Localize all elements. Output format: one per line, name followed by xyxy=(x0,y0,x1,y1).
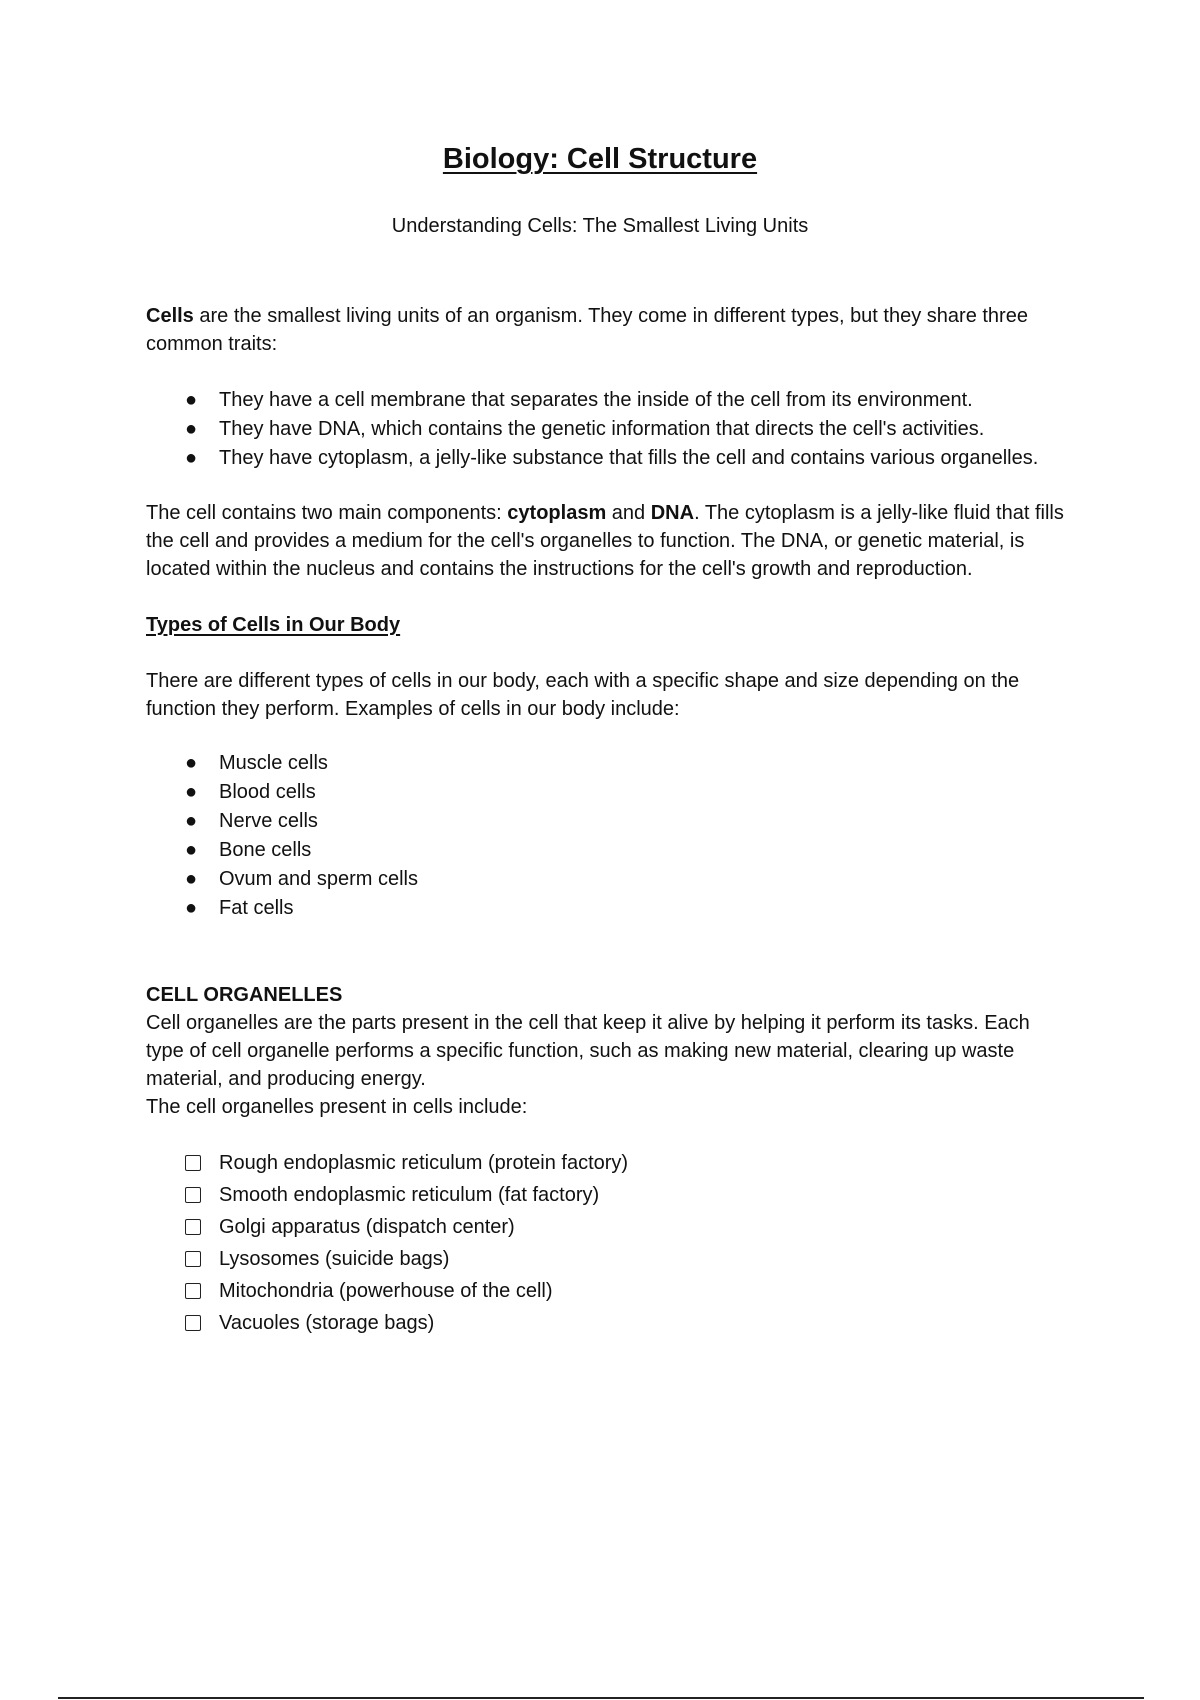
intro-paragraph xyxy=(146,302,1066,358)
list-item-text: They have cytoplasm, a jelly-like substance that fills the cell and contains various organelles. xyxy=(219,447,1039,469)
checklist-item-label: Vacuoles (storage bags) xyxy=(219,1312,435,1334)
list-item xyxy=(184,749,1066,778)
bullet-icon: ● xyxy=(184,868,198,890)
list-item-text: Blood cells xyxy=(219,781,316,803)
checkbox[interactable] xyxy=(185,1155,201,1171)
components-text-3: . The cytoplasm is a jelly-like fluid that fills the cell and provides a medium for the cell's organelles to function. The DNA, or genetic material, is located within the nucleus and contains the instructions for the cell's growth and reproduction. xyxy=(146,502,1064,580)
checkbox[interactable] xyxy=(185,1187,201,1203)
document-body xyxy=(146,302,1066,1339)
list-item-text: They have DNA, which contains the genetic information that directs the cell's activities. xyxy=(219,418,985,440)
organelles-checklist xyxy=(185,1147,1066,1339)
list-item-text: They have a cell membrane that separates the inside of the cell from its environment. xyxy=(219,389,973,411)
list-item xyxy=(184,836,1066,865)
checklist-item xyxy=(185,1243,1066,1275)
checkbox[interactable] xyxy=(185,1283,201,1299)
list-item xyxy=(184,807,1066,836)
checklist-item xyxy=(185,1211,1066,1243)
bullet-icon: ● xyxy=(184,810,198,832)
organelles-heading: CELL ORGANELLES xyxy=(146,984,343,1006)
checklist-item xyxy=(185,1275,1066,1307)
checklist-item xyxy=(185,1147,1066,1179)
checklist-item-label: Mitochondria (powerhouse of the cell) xyxy=(219,1280,553,1302)
checklist-item-label: Rough endoplasmic reticulum (protein factory) xyxy=(219,1152,629,1174)
bullet-icon: ● xyxy=(184,781,198,803)
checkbox[interactable] xyxy=(185,1251,201,1267)
checklist-item xyxy=(185,1307,1066,1339)
bullet-icon: ● xyxy=(184,389,198,411)
bullet-icon: ● xyxy=(184,447,198,469)
dna-term: DNA xyxy=(650,502,695,524)
organelles-list-intro: The cell organelles present in cells include: xyxy=(146,1096,528,1118)
list-item xyxy=(184,415,1066,444)
components-paragraph xyxy=(146,499,1066,583)
cell-types-list xyxy=(184,749,1066,923)
list-item xyxy=(184,894,1066,923)
bullet-icon: ● xyxy=(184,752,198,774)
page-title: Biology: Cell Structure xyxy=(442,143,758,175)
bullet-icon: ● xyxy=(184,418,198,440)
list-item xyxy=(184,778,1066,807)
page-subtitle: Understanding Cells: The Smallest Living Units xyxy=(391,215,809,237)
checklist-item-label: Lysosomes (suicide bags) xyxy=(219,1248,450,1270)
page-bottom-divider xyxy=(58,1697,1144,1699)
components-text-1: The cell contains two main components: xyxy=(146,502,508,524)
cytoplasm-term: cytoplasm xyxy=(507,502,607,524)
organelles-paragraph: Cell organelles are the parts present in the cell that keep it alive by helping it perform its tasks. Each type of cell organelle performs a specific function, such as making new material, clearing up waste material, and producing energy. xyxy=(146,1012,1030,1090)
intro-bold-term: Cells xyxy=(146,305,194,327)
list-item xyxy=(184,865,1066,894)
checklist-item-label: Smooth endoplasmic reticulum (fat factory) xyxy=(219,1184,600,1206)
checklist-item-label: Golgi apparatus (dispatch center) xyxy=(219,1216,515,1238)
list-item-text: Fat cells xyxy=(219,897,294,919)
intro-text: are the smallest living units of an organism. They come in different types, but they share three common traits: xyxy=(146,305,1028,355)
checkbox[interactable] xyxy=(185,1219,201,1235)
bullet-icon: ● xyxy=(184,839,198,861)
list-item xyxy=(184,444,1066,473)
list-item-text: Muscle cells xyxy=(219,752,328,774)
traits-list xyxy=(184,386,1066,473)
checkbox[interactable] xyxy=(185,1315,201,1331)
bullet-icon: ● xyxy=(184,897,198,919)
components-text-2: and xyxy=(606,502,651,524)
list-item-text: Ovum and sperm cells xyxy=(219,868,418,890)
list-item-text: Bone cells xyxy=(219,839,312,861)
list-item xyxy=(184,386,1066,415)
checklist-item xyxy=(185,1179,1066,1211)
list-item-text: Nerve cells xyxy=(219,810,318,832)
types-heading: Types of Cells in Our Body xyxy=(146,614,401,636)
types-paragraph: There are different types of cells in our body, each with a specific shape and size depending on the function they perform. Examples of cells in our body include: xyxy=(146,670,1020,720)
